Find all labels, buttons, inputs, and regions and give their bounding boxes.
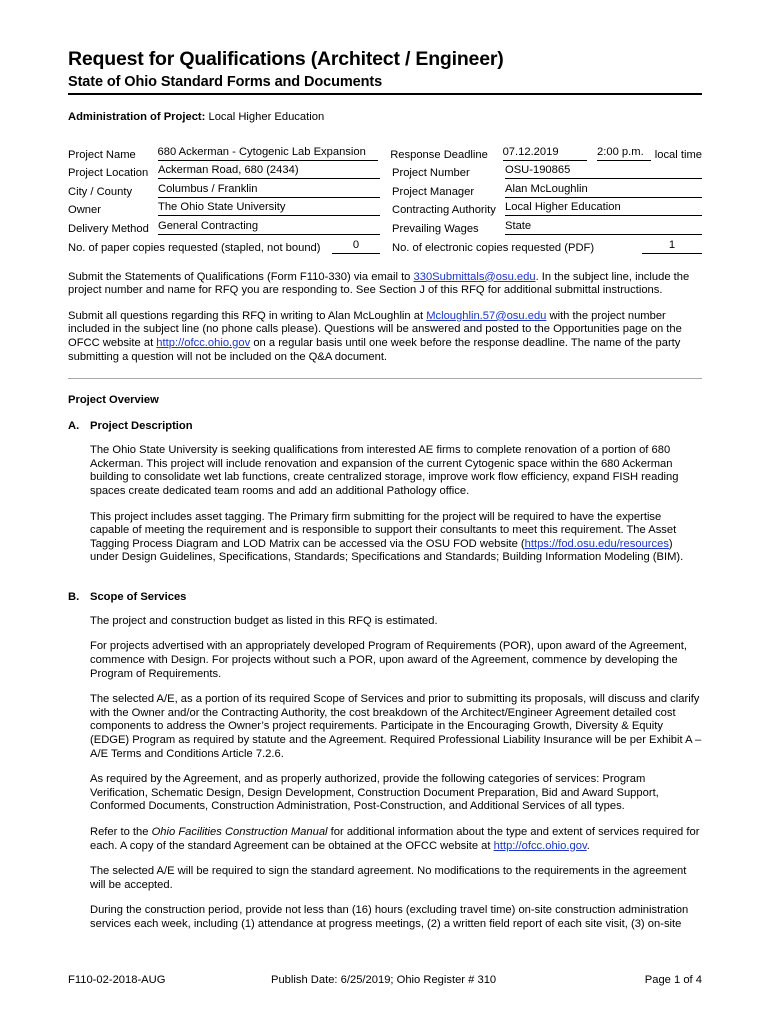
section-divider bbox=[68, 378, 702, 379]
fod-resources-link[interactable]: https://fod.osu.edu/resources bbox=[524, 537, 669, 550]
electronic-copies-value: 1 bbox=[642, 239, 702, 254]
owner-value: The Ohio State University bbox=[158, 201, 380, 216]
scope-text: Refer to the bbox=[90, 826, 152, 838]
description-paragraph: The Ohio State University is seeking qualifications from interested AE firms to complete renovation of a portion of 680 Ackerman. This project will include renovation and expansion of the current Cytogenic space within the 680 Ackerman building to consolidate wet lab functions, create centralized storage, improve work flow efficiency, expand FISH reading spaces create dedicated team rooms and add an additional Pathology office. bbox=[90, 444, 679, 497]
info-row bbox=[68, 235, 702, 254]
section-letter: B. bbox=[68, 590, 80, 603]
administration-label: Administration of Project: bbox=[68, 111, 206, 123]
response-deadline-label: Response Deadline bbox=[390, 148, 488, 161]
project-name-label: Project Name bbox=[68, 148, 136, 161]
electronic-copies-label: No. of electronic copies requested (PDF) bbox=[392, 241, 595, 254]
contracting-authority-label: Contracting Authority bbox=[392, 204, 496, 217]
project-manager-label: Project Manager bbox=[392, 185, 475, 198]
publish-info: Publish Date: 6/25/2019; Ohio Register # 310 bbox=[271, 974, 497, 986]
project-number-label: Project Number bbox=[392, 167, 470, 180]
manual-title: Ohio Facilities Construction Manual bbox=[151, 826, 328, 838]
delivery-method-value: General Contracting bbox=[158, 220, 380, 235]
project-overview-heading: Project Overview bbox=[68, 394, 159, 407]
project-info-grid bbox=[68, 142, 702, 254]
info-row bbox=[68, 179, 702, 198]
submittal-email-link[interactable]: 330Submittals@osu.edu bbox=[413, 270, 536, 283]
scope-of-services-body bbox=[90, 615, 702, 932]
submittal-paragraph bbox=[68, 271, 702, 298]
project-manager-value: Alan McLoughlin bbox=[505, 183, 702, 198]
delivery-method-label: Delivery Method bbox=[68, 222, 149, 235]
section-title: Scope of Services bbox=[90, 590, 187, 603]
scope-text-end: . bbox=[586, 839, 590, 852]
project-location-label: Project Location bbox=[68, 167, 149, 180]
info-row bbox=[68, 142, 702, 161]
scope-paragraph: The project and construction budget as listed in this RFQ is estimated. bbox=[90, 614, 438, 627]
questions-text-end: on a regular basis until one week before the response deadline. The name of the party submitting a question will not be included on the Q&A document. bbox=[68, 336, 681, 363]
asset-tagging-paragraph bbox=[90, 511, 702, 565]
scope-paragraph: As required by the Agreement, and as properly authorized, provide the following categories of services: Program Verification, Schematic Design, Design Development, Construction Document Preparation, Bid and Award Support, Conformed Documents, Construction Administration, Post-Construction, and Additional Services of all types. bbox=[90, 773, 659, 813]
info-row bbox=[68, 198, 702, 217]
section-letter: A. bbox=[68, 420, 80, 433]
questions-email-link[interactable]: Mcloughlin.57@osu.edu bbox=[426, 309, 547, 322]
page-number: Page 1 of 4 bbox=[644, 974, 702, 986]
form-id: F110-02-2018-AUG bbox=[68, 974, 166, 986]
response-deadline-date: 07.12.2019 bbox=[503, 146, 588, 161]
administration-line bbox=[68, 111, 702, 123]
project-number-value: OSU-190865 bbox=[505, 164, 702, 179]
scope-paragraph: The selected A/E will be required to sign the standard agreement. No modifications to the requirements in the agreement will be accepted. bbox=[90, 865, 687, 891]
scope-paragraph: For projects advertised with an appropriately developed Program of Requirements (POR), upon award of the Agreement, commence with Design. For projects without such a POR, upon award of the Agreement, commence by developing the Program of Requirements. bbox=[90, 640, 687, 680]
project-location-value: Ackerman Road, 680 (2434) bbox=[158, 164, 380, 179]
page-footer bbox=[68, 974, 702, 986]
city-county-value: Columbus / Franklin bbox=[158, 183, 380, 198]
administration-value: Local Higher Education bbox=[208, 111, 325, 123]
scope-paragraph: The selected A/E, as a portion of its required Scope of Services and prior to submitting its proposals, will discuss and clarify with the Owner and/or the Contracting Authority, the cost breakdown of the Architect/Engineer Agreement detailed cost components to address the Owner’s project requirements. Participate in the Encouraging Growth, Diversity & Equity (EDGE) Program as required by statute and the Agreement. Required Professional Liability Insurance will be per Exhibit A – A/E Terms and Conditions Article 7.2.6. bbox=[90, 693, 702, 760]
document-subtitle: State of Ohio Standard Forms and Documents bbox=[68, 74, 383, 90]
submittal-text-end: . In the subject line, include the project number and name for RFQ you are responding to. See Section J of this RFQ for additional submittal instructions. bbox=[68, 270, 690, 297]
section-title: Project Description bbox=[90, 420, 193, 433]
city-county-label: City / County bbox=[68, 185, 133, 198]
asset-tagging-text-end: ) under Design Guidelines, Specifications, Standards; Specifications and Standards; Building Information Modeling (BIM). bbox=[90, 537, 684, 564]
asset-tagging-text: This project includes asset tagging. The Primary firm submitting for the project will be required to have the expertise capable of meeting the requirement and is responsible to support their consultants to meet this requirement. The Asset Tagging Process Diagram and LOD Matrix can be accessed via the OSU FOD website ( bbox=[90, 510, 677, 550]
questions-text-mid: with the project number included in the subject line (no phone calls please). Questions will be answered and posted to the Opportunities page on the OFCC website at bbox=[68, 309, 682, 349]
paper-copies-value: 0 bbox=[332, 239, 380, 254]
info-row bbox=[68, 216, 702, 235]
info-row bbox=[68, 161, 702, 180]
owner-label: Owner bbox=[68, 204, 101, 217]
scope-paragraph bbox=[90, 826, 702, 853]
scope-of-services-heading bbox=[68, 591, 702, 603]
ofcc-website-link[interactable]: http://ofcc.ohio.gov bbox=[493, 839, 587, 852]
submittal-text: Submit the Statements of Qualifications (Form F110-330) via email to bbox=[68, 270, 414, 283]
questions-text: Submit all questions regarding this RFQ in writing to Alan McLoughlin at bbox=[68, 309, 427, 322]
prevailing-wages-label: Prevailing Wages bbox=[392, 222, 479, 235]
document-title: Request for Qualifications (Architect / Engineer) bbox=[68, 48, 504, 70]
scope-paragraph: During the construction period, provide not less than (16) hours (excluding travel time) on-site construction administration services each week, including (1) attendance at progress meetings, (2) a written field report of each site visit, (3) on-site bbox=[90, 904, 689, 930]
scope-text-mid: for additional information about the type and extent of services required for each. A copy of the standard Agreement can be obtained at the OFCC website at bbox=[90, 826, 700, 852]
document-page bbox=[68, 48, 702, 932]
title-rule bbox=[68, 93, 702, 95]
project-name-value: 680 Ackerman - Cytogenic Lab Expansion bbox=[158, 146, 379, 161]
deadline-suffix: local time bbox=[654, 148, 703, 161]
response-deadline-time: 2:00 p.m. bbox=[597, 146, 651, 161]
paper-copies-label: No. of paper copies requested (stapled, not bound) bbox=[68, 241, 321, 254]
ofcc-website-link[interactable]: http://ofcc.ohio.gov bbox=[156, 336, 251, 349]
project-description-body bbox=[90, 444, 702, 565]
questions-paragraph bbox=[68, 310, 702, 364]
prevailing-wages-value: State bbox=[505, 220, 702, 235]
contracting-authority-value: Local Higher Education bbox=[505, 201, 702, 216]
project-description-heading bbox=[68, 420, 702, 432]
